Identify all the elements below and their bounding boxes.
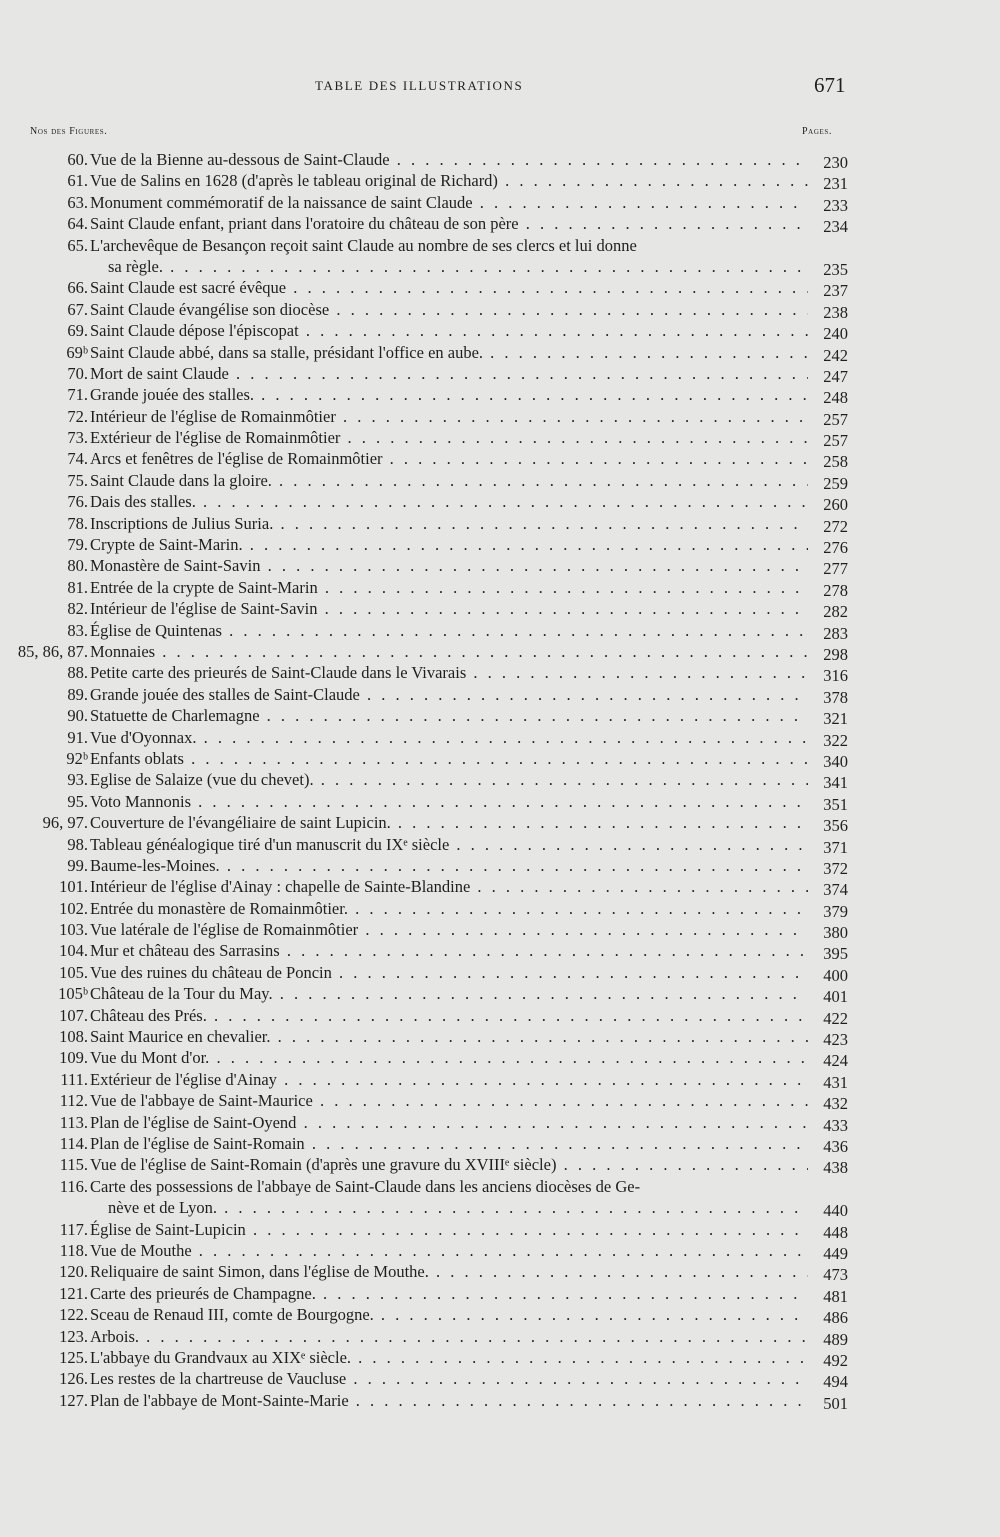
figure-number: 107. — [59, 1005, 88, 1025]
page-reference: 489 — [823, 1329, 848, 1349]
list-item — [0, 1069, 1000, 1090]
illustrations-list — [0, 149, 1000, 1411]
page-reference: 340 — [823, 751, 848, 771]
figure-number: 79. — [67, 535, 88, 555]
page-reference: 448 — [823, 1222, 848, 1242]
list-item — [0, 983, 1000, 1007]
figure-number: 78. — [67, 513, 88, 533]
page-reference: 247 — [823, 366, 848, 386]
figure-title: Plan de l'église de Saint-Romain . . . — [90, 1133, 808, 1154]
figure-number: 80. — [67, 556, 88, 576]
figure-number: 105. — [59, 962, 88, 982]
page-reference: 242 — [823, 345, 848, 365]
figure-title: Monnaies . . . — [90, 641, 808, 662]
list-item — [0, 1133, 1000, 1154]
list-item — [0, 470, 1000, 491]
page-reference: 276 — [823, 538, 848, 558]
figure-number: 115. — [59, 1155, 88, 1175]
page-reference: 278 — [823, 580, 848, 600]
figure-title: Reliquaire de saint Simon, dans l'église de Mouthe. . . . — [90, 1261, 808, 1282]
page-reference: 379 — [823, 901, 848, 921]
figure-number: 91. — [67, 727, 88, 747]
list-item — [0, 384, 1000, 408]
list-item — [0, 1219, 1000, 1240]
figure-title: Statuette de Charlemagne . . . — [90, 705, 808, 726]
figure-number: 113. — [59, 1112, 88, 1132]
page-reference: 259 — [823, 473, 848, 493]
column-heading-pages: Pages. — [802, 126, 832, 137]
page-reference: 237 — [823, 281, 848, 301]
page-reference: 501 — [823, 1393, 848, 1413]
page-reference: 440 — [823, 1201, 848, 1221]
figure-number: 108. — [59, 1027, 88, 1047]
figure-title: Saint Claude abbé, dans sa stalle, présidant l'office en aube. . . . — [90, 342, 808, 363]
figure-number: 83. — [67, 620, 88, 640]
figure-number: 67. — [67, 299, 88, 319]
figure-number: 88. — [67, 663, 88, 683]
figure-title: Grande jouée des stalles. . . . — [90, 384, 808, 405]
figure-title: Plan de l'église de Saint-Oyend . . . — [90, 1112, 808, 1133]
list-item — [0, 898, 1000, 919]
figure-title: Intérieur de l'église de Saint-Savin . . . — [90, 598, 808, 619]
figure-number: 127. — [59, 1390, 88, 1410]
list-item — [0, 834, 1000, 855]
figure-title: Entrée du monastère de Romainmôtier. . . . — [90, 898, 808, 919]
figure-title: Église de Saint-Lupicin . . . — [90, 1219, 808, 1240]
figure-title: Plan de l'abbaye de Mont-Sainte-Marie . . . — [90, 1390, 808, 1411]
figure-number: 112. — [59, 1091, 88, 1111]
list-item — [0, 1240, 1000, 1261]
figure-number: 60. — [67, 150, 88, 169]
figure-title: L'abbaye du Grandvaux au XIXᵉ siècle. . . . — [90, 1347, 808, 1368]
list-item — [0, 1047, 1000, 1071]
page-reference: 356 — [823, 816, 848, 836]
figure-number: 122. — [59, 1305, 88, 1325]
figure-number: 114. — [59, 1133, 88, 1153]
figure-number: 117. — [59, 1219, 88, 1239]
figure-title: Tableau généalogique tiré d'un manuscrit du IXᵉ siècle . . . — [90, 834, 808, 855]
list-item — [0, 1154, 1000, 1178]
list-item — [0, 1112, 1000, 1133]
page-reference: 436 — [823, 1136, 848, 1156]
list-item — [0, 149, 1000, 170]
list-item — [0, 662, 1000, 686]
figure-title: Extérieur de l'église de Romainmôtier . . . — [90, 427, 808, 448]
page-reference: 316 — [823, 666, 848, 686]
figure-number: 123. — [59, 1326, 88, 1346]
list-item — [0, 876, 1000, 900]
list-item — [0, 919, 1000, 943]
page-reference: 238 — [823, 302, 848, 322]
list-item — [0, 235, 1000, 278]
list-item — [0, 448, 1000, 472]
figure-number: 69. — [67, 321, 88, 341]
figure-number: 116. — [59, 1176, 88, 1196]
figure-title: Vue des ruines du château de Poncin . . . — [90, 962, 808, 983]
figure-title: Saint Claude évangélise son diocèse . . . — [90, 299, 808, 320]
page-reference: 432 — [823, 1094, 848, 1114]
figure-title: Enfants oblats . . . — [90, 748, 808, 769]
list-item — [0, 727, 1000, 748]
page-reference: 351 — [823, 794, 848, 814]
page-reference: 235 — [823, 259, 848, 279]
figure-number: 69ᵇ — [66, 342, 88, 362]
page-reference: 283 — [823, 623, 848, 643]
list-item — [0, 1090, 1000, 1114]
figure-title: Baume-les-Moines. . . . — [90, 855, 808, 876]
list-item — [0, 705, 1000, 729]
running-title: TABLE DES ILLUSTRATIONS — [315, 78, 524, 93]
figure-number: 121. — [59, 1283, 88, 1303]
page-reference: 400 — [823, 965, 848, 985]
figure-number: 72. — [67, 406, 88, 426]
page-reference: 260 — [823, 495, 848, 515]
page-reference: 257 — [823, 409, 848, 429]
figure-number: 73. — [67, 428, 88, 448]
list-item — [0, 598, 1000, 622]
page-reference: 257 — [823, 431, 848, 451]
page-reference: 433 — [823, 1115, 848, 1135]
list-item — [0, 641, 1000, 662]
list-item — [0, 748, 1000, 769]
list-item — [0, 534, 1000, 558]
figure-title: Saint Claude dépose l'épiscopat . . . — [90, 320, 808, 341]
page-reference: 231 — [823, 174, 848, 194]
figure-number: 71. — [67, 385, 88, 405]
list-item — [0, 555, 1000, 579]
figure-title: Vue d'Oyonnax. . . . — [90, 727, 808, 748]
figure-title: Arbois. . . . — [90, 1326, 808, 1347]
page-reference: 423 — [823, 1030, 848, 1050]
list-item — [0, 277, 1000, 301]
list-item — [0, 513, 1000, 534]
page-reference: 486 — [823, 1308, 848, 1328]
list-item — [0, 491, 1000, 515]
list-item — [0, 320, 1000, 344]
figure-title: Vue de la Bienne au-dessous de Saint-Claude . . . — [90, 149, 808, 170]
list-item — [0, 791, 1000, 812]
page-reference: 395 — [823, 944, 848, 964]
page-reference: 230 — [823, 153, 848, 172]
list-item — [0, 812, 1000, 836]
list-item — [0, 1283, 1000, 1304]
figure-number: 75. — [67, 470, 88, 490]
list-item — [0, 406, 1000, 427]
page-reference: 248 — [823, 388, 848, 408]
list-item — [0, 299, 1000, 320]
page-reference: 424 — [823, 1051, 848, 1071]
page-number: 671 — [814, 73, 846, 97]
figure-title: Dais des stalles. . . . — [90, 491, 808, 512]
page-reference: 240 — [823, 324, 848, 344]
page-reference: 473 — [823, 1265, 848, 1285]
figure-number: 74. — [67, 449, 88, 469]
figure-number: 96, 97. — [42, 813, 88, 833]
list-item — [0, 855, 1000, 876]
figure-number: 102. — [59, 898, 88, 918]
list-item — [0, 213, 1000, 237]
figure-title: Château de la Tour du May. . . . — [90, 983, 808, 1004]
figure-title: Arcs et fenêtres de l'église de Romainmôtier . . . — [90, 448, 808, 469]
figure-title: Couverture de l'évangéliaire de saint Lupicin. . . . — [90, 812, 808, 833]
figure-number: 105ᵇ — [58, 984, 88, 1004]
figure-number: 109. — [59, 1048, 88, 1068]
figure-title: Château des Prés. . . . — [90, 1005, 808, 1026]
figure-title: Crypte de Saint-Marin. . . . — [90, 534, 808, 555]
figure-number: 63. — [67, 192, 88, 212]
figure-title: Monastère de Saint-Savin . . . — [90, 555, 808, 576]
page-reference: 449 — [823, 1243, 848, 1263]
figure-number: 104. — [59, 941, 88, 961]
figure-number: 65. — [67, 235, 88, 255]
figure-title-continuation: sa règle. . . . — [108, 256, 808, 277]
figure-title: L'archevêque de Besançon reçoit saint Claude au nombre de ses clercs et lui donne — [90, 235, 637, 255]
figure-number: 89. — [67, 684, 88, 704]
list-item — [0, 1390, 1000, 1411]
page-reference: 431 — [823, 1072, 848, 1092]
list-item — [0, 363, 1000, 384]
column-heading-figures: Nos des Figures. — [30, 126, 108, 137]
figure-title: Vue de Salins en 1628 (d'après le tableau original de Richard) . . . — [90, 170, 808, 191]
figure-number: 85, 86, 87. — [17, 642, 88, 661]
list-item — [0, 170, 1000, 194]
list-item — [0, 342, 1000, 363]
figure-number: 126. — [59, 1369, 88, 1389]
figure-title: Petite carte des prieurés de Saint-Claude dans le Vivarais . . . — [90, 662, 808, 683]
page-reference: 321 — [823, 709, 848, 729]
figure-title: Sceau de Renaud III, comte de Bourgogne. . . . — [90, 1304, 808, 1325]
page-reference: 422 — [823, 1008, 848, 1028]
figure-number: 90. — [67, 706, 88, 726]
page-reference: 438 — [823, 1158, 848, 1178]
figure-title: Intérieur de l'église de Romainmôtier . . . — [90, 406, 808, 427]
figure-number: 103. — [59, 920, 88, 940]
figure-title: Inscriptions de Julius Suria. . . . — [90, 513, 808, 534]
list-item — [0, 577, 1000, 598]
list-item — [0, 427, 1000, 451]
page-reference: 234 — [823, 217, 848, 237]
figure-title: Mur et château des Sarrasins . . . — [90, 940, 808, 961]
list-item — [0, 962, 1000, 983]
figure-title: Les restes de la chartreuse de Vaucluse . . . — [90, 1368, 808, 1389]
figure-number: 64. — [67, 214, 88, 234]
figure-title: Vue de l'abbaye de Saint-Maurice . . . — [90, 1090, 808, 1111]
figure-number: 99. — [67, 855, 88, 875]
figure-number: 76. — [67, 492, 88, 512]
figure-number: 92ᵇ — [66, 748, 88, 768]
list-item — [0, 1026, 1000, 1050]
figure-number: 81. — [67, 577, 88, 597]
list-item — [0, 1347, 1000, 1368]
figure-title: Saint Maurice en chevalier. . . . — [90, 1026, 808, 1047]
figure-number: 111. — [60, 1069, 88, 1089]
figure-title-continuation: nève et de Lyon. . . . — [108, 1197, 808, 1218]
list-item — [0, 192, 1000, 213]
figure-title: Vue du Mont d'or. . . . — [90, 1047, 808, 1068]
figure-title: Intérieur de l'église d'Ainay : chapelle de Sainte-Blandine . . . — [90, 876, 808, 897]
list-item — [0, 1005, 1000, 1026]
figure-title: Eglise de Salaize (vue du chevet). . . . — [90, 769, 808, 790]
page-reference: 341 — [823, 773, 848, 793]
figure-title: Mort de saint Claude . . . — [90, 363, 808, 384]
figure-number: 101. — [59, 877, 88, 897]
figure-title: Monument commémoratif de la naissance de saint Claude . . . — [90, 192, 808, 213]
page-reference: 372 — [823, 858, 848, 878]
figure-number: 98. — [67, 834, 88, 854]
figure-title: Carte des possessions de l'abbaye de Saint-Claude dans les anciens diocèses de Ge- — [90, 1176, 641, 1196]
figure-title: Église de Quintenas . . . — [90, 620, 808, 641]
page-reference: 494 — [823, 1372, 848, 1392]
page-reference: 378 — [823, 687, 848, 707]
figure-number: 66. — [67, 278, 88, 298]
figure-title: Vue de l'église de Saint-Romain (d'après une gravure du XVIIIᵉ siècle) . . . — [90, 1154, 808, 1175]
list-item — [0, 684, 1000, 705]
page-reference: 380 — [823, 923, 848, 943]
figure-title: Vue de Mouthe . . . — [90, 1240, 808, 1261]
figure-number: 61. — [67, 171, 88, 191]
page-reference: 322 — [823, 730, 848, 750]
figure-number: 118. — [59, 1240, 88, 1260]
figure-title: Saint Claude est sacré évêque . . . — [90, 277, 808, 298]
figure-title: Vue latérale de l'église de Romainmôtier . . . — [90, 919, 808, 940]
page-reference: 481 — [823, 1286, 848, 1306]
list-item — [0, 1304, 1000, 1328]
figure-title: Saint Claude dans la gloire. . . . — [90, 470, 808, 491]
page-reference: 272 — [823, 516, 848, 536]
list-item — [0, 1368, 1000, 1392]
list-item — [0, 1326, 1000, 1347]
list-item — [0, 620, 1000, 641]
figure-title: Grande jouée des stalles de Saint-Claude . . . — [90, 684, 808, 705]
page-reference: 401 — [823, 987, 848, 1007]
page-reference: 371 — [823, 837, 848, 857]
page-reference: 298 — [823, 645, 848, 664]
figure-number: 82. — [67, 599, 88, 619]
figure-title: Entrée de la crypte de Saint-Marin . . . — [90, 577, 808, 598]
figure-title: Carte des prieurés de Champagne. . . . — [90, 1283, 808, 1304]
page-reference: 282 — [823, 602, 848, 622]
figure-number: 93. — [67, 770, 88, 790]
page-reference: 374 — [823, 880, 848, 900]
figure-number: 95. — [67, 791, 88, 811]
list-item — [0, 769, 1000, 793]
figure-title: Extérieur de l'église d'Ainay . . . — [90, 1069, 808, 1090]
list-item — [0, 940, 1000, 964]
figure-number: 70. — [67, 363, 88, 383]
figure-title: Saint Claude enfant, priant dans l'oratoire du château de son père . . . — [90, 213, 808, 234]
list-item — [0, 1176, 1000, 1219]
figure-number: 120. — [59, 1262, 88, 1282]
page-reference: 258 — [823, 452, 848, 472]
figure-title: Voto Mannonis . . . — [90, 791, 808, 812]
page-reference: 277 — [823, 559, 848, 579]
page-reference: 492 — [823, 1350, 848, 1370]
list-item — [0, 1261, 1000, 1285]
page-reference: 233 — [823, 195, 848, 215]
figure-number: 125. — [59, 1347, 88, 1367]
